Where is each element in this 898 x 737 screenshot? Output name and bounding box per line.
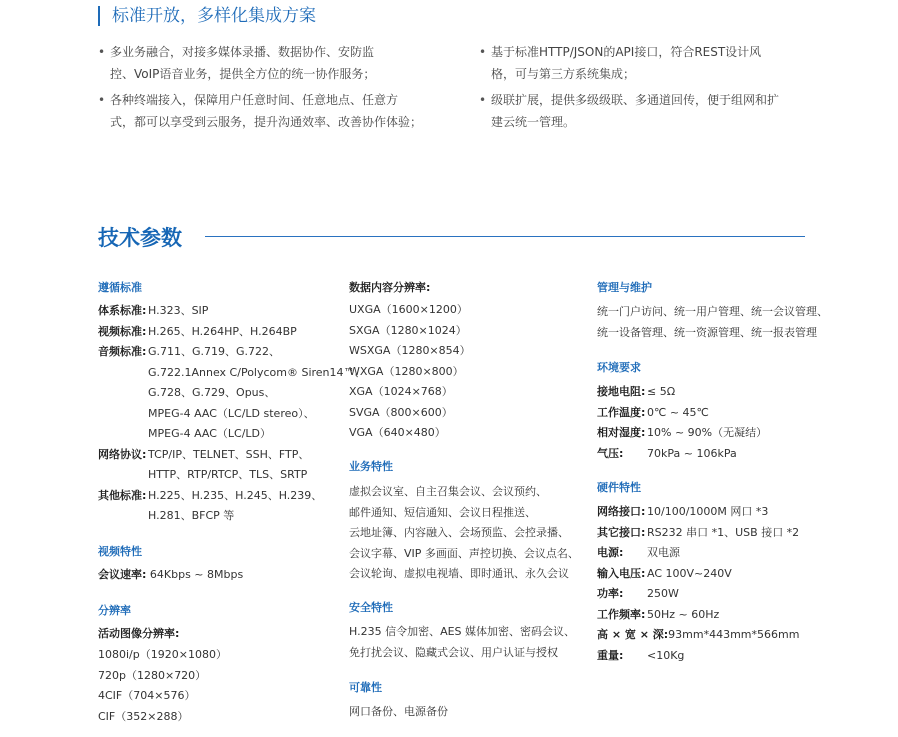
row-value: H.281、BFCP 等 (148, 509, 235, 522)
col2-heading-data-res: 数据内容分辨率: (349, 281, 431, 294)
row-value: WXGA（1280×800） (349, 364, 464, 378)
row-value: 64Kbps ~ 8Mbps (149, 568, 244, 581)
spec-row (349, 545, 579, 561)
row-value: H.323、SIP (148, 304, 209, 317)
bullet-line: 式，都可以享受到云服务，提升沟通效率、改善协作体验； (110, 115, 423, 129)
row-value: 10% ~ 90%（无凝结） (647, 426, 768, 439)
row-label: 网络接口: (597, 505, 646, 518)
row-value: 720p（1280×720） (98, 668, 207, 682)
row-value: 4CIF（704×576） (98, 689, 196, 702)
spec-row (597, 404, 709, 420)
col1-heading-standards: 遵循标准 (98, 281, 142, 294)
spec-row (349, 644, 558, 660)
row-value: UXGA（1600×1200） (349, 303, 468, 316)
row-value: CIF（352×288） (98, 709, 189, 723)
spec-row (98, 487, 322, 503)
bullet-line: 级联扩展，提供多级级联、多通道回传，便于组网和扩 (491, 93, 780, 107)
spec-row (597, 383, 675, 399)
spec-row (98, 507, 234, 523)
row-value: 10/100/1000M 网口 *3 (647, 505, 769, 518)
spec-row (597, 585, 679, 601)
col3-heading-env: 环境要求 (597, 361, 641, 374)
col2-heading-biz: 业务特性 (349, 460, 393, 473)
row-label: 会议速率: (98, 568, 147, 581)
spec-row (98, 466, 307, 482)
row-value: VGA（640×480） (349, 426, 446, 439)
row-label: 相对湿度: (597, 426, 646, 439)
spec-row (98, 364, 366, 380)
row-label: 网络协议: (98, 447, 147, 461)
row-value: 93mm*443mm*566mm (668, 628, 800, 641)
row-value: G.728、G.729、Opus、 (148, 386, 276, 399)
row-label: 气压: (597, 446, 624, 460)
row-value: H.235 信令加密、AES 媒体加密、密码会议、 (349, 625, 576, 638)
spec-row (349, 301, 468, 317)
bullet-right-2 (479, 89, 821, 133)
row-value: 会议轮询、虚拟电视墙、即时通讯、永久会议 (349, 567, 569, 580)
row-value: SXGA（1280×1024） (349, 323, 467, 337)
row-value: TCP/IP、TELNET、SSH、FTP、 (148, 447, 310, 461)
row-label: 电源: (597, 546, 624, 559)
col2-heading-security: 安全特性 (349, 601, 393, 614)
row-value: RS232 串口 *1、USB 接口 *2 (647, 525, 800, 539)
row-label: 体系标准: (98, 304, 147, 317)
spec-row (98, 446, 309, 462)
bullet-dot: • (98, 93, 106, 107)
bullet-left-1 (98, 41, 440, 85)
spec-row (349, 404, 453, 420)
spec-row (597, 503, 768, 519)
row-value: 0℃ ~ 45℃ (647, 405, 709, 419)
section-divider (205, 236, 805, 237)
row-value: HTTP、RTP/RTCP、TLS、SRTP (148, 468, 308, 481)
spec-row (98, 646, 227, 662)
row-value: 50Hz ~ 60Hz (647, 607, 720, 621)
row-value: 邮件通知、短信通知、会议日程推送、 (349, 505, 536, 519)
col1-rate-row (98, 566, 243, 582)
row-value: WSXGA（1280×854） (349, 344, 471, 357)
col3-heading-mgmt: 管理与维护 (597, 281, 652, 294)
bullet-dot: • (479, 93, 487, 107)
spec-row (597, 544, 680, 560)
row-value: AC 100V~240V (647, 566, 732, 580)
row-label: 重量: (597, 648, 624, 662)
bullet-line: 多业务融合，对接多媒体录播、数据协作、安防监 (110, 45, 375, 59)
row-label: 音频标准: (98, 345, 147, 358)
spec-row (98, 687, 195, 703)
spec-row (98, 425, 271, 441)
bullet-left-2 (98, 89, 440, 133)
row-label: 视频标准: (98, 324, 147, 338)
spec-row (98, 708, 188, 724)
spec-row (349, 363, 464, 379)
spec-row (349, 504, 536, 520)
row-label: 工作温度: (597, 405, 646, 419)
spec-row (349, 383, 453, 399)
spec-row (349, 322, 467, 338)
bullet-dot: • (479, 45, 487, 59)
spec-row (98, 405, 315, 421)
spec-row (597, 626, 799, 642)
spec-row (597, 647, 684, 663)
spec-row (597, 303, 828, 319)
row-value: 网口备份、电源备份 (349, 705, 448, 718)
row-value: 统一门户访问、统一用户管理、统一会议管理、 (597, 305, 828, 318)
row-value: 免打扰会议、隐藏式会议、用户认证与授权 (349, 645, 558, 659)
row-label: 其他标准: (98, 488, 147, 502)
row-value: XGA（1024×768） (349, 385, 453, 398)
row-value: H.265、H.264HP、H.264BP (148, 324, 297, 338)
spec-row (597, 565, 732, 581)
bullet-line: 各种终端接入，保障用户任意时间、任意地点、任意方 (110, 93, 399, 107)
spec-row (349, 524, 569, 540)
spec-row (349, 623, 575, 639)
col1-res-label: 活动图像分辨率: (98, 627, 180, 640)
bullet-right-1 (479, 41, 821, 85)
row-value: H.225、H.235、H.245、H.239、 (148, 488, 323, 502)
row-value: ≤ 5Ω (647, 385, 676, 398)
row-value: 虚拟会议室、自主召集会议、会议预约、 (349, 485, 547, 498)
bullet-line: 基于标准HTTP/JSON的API接口，符合REST设计风 (491, 45, 762, 59)
spec-row (98, 667, 206, 683)
spec-row (349, 703, 448, 719)
bullet-line: 控、VoIP语音业务，提供全方位的统一协作服务； (110, 67, 376, 81)
spec-row (349, 342, 471, 358)
spec-row (98, 323, 297, 339)
row-value: <10Kg (647, 648, 685, 662)
spec-row (98, 302, 208, 318)
row-value: 统一设备管理、统一资源管理、统一报表管理 (597, 325, 817, 339)
row-value: 250W (647, 587, 679, 600)
row-value: G.722.1Annex C/Polycom® Siren14™、 (148, 365, 366, 379)
spec-row (597, 445, 737, 461)
row-value: 会议字幕、VIP 多画面、声控切换、会议点名、 (349, 546, 579, 560)
bullet-line: 格，可与第三方系统集成； (491, 67, 636, 81)
row-value: 70kPa ~ 106kPa (647, 446, 737, 460)
col2-heading-reliability: 可靠性 (349, 681, 382, 694)
spec-row (349, 565, 569, 581)
bullet-line: 建云统一管理。 (491, 115, 576, 129)
col1-heading-resolution: 分辨率 (98, 604, 131, 617)
spec-row (98, 343, 280, 359)
spec-row (349, 483, 547, 499)
spec-row (597, 424, 767, 440)
col1-heading-video: 视频特性 (98, 545, 142, 558)
row-value: 云地址簿、内容融入、会场预监、会控录播、 (349, 526, 569, 539)
row-label: 其它接口: (597, 525, 646, 539)
row-label: 接地电阻: (597, 385, 646, 398)
row-label: 高 × 宽 × 深: (597, 628, 669, 641)
row-value: SVGA（800×600） (349, 405, 453, 419)
top-title: 标准开放，多样化集成方案 (98, 6, 316, 26)
col3-heading-hw: 硬件特性 (597, 481, 641, 494)
spec-row (349, 424, 446, 440)
spec-row (597, 524, 799, 540)
row-value: 1080i/p（1920×1080） (98, 648, 227, 661)
row-label: 功率: (597, 587, 624, 600)
spec-row (98, 384, 275, 400)
row-value: G.711、G.719、G.722、 (148, 345, 281, 358)
row-value: MPEG-4 AAC（LC/LD） (148, 427, 272, 440)
bullet-dot: • (98, 45, 106, 59)
spec-row (597, 606, 719, 622)
row-label: 输入电压: (597, 566, 646, 580)
row-value: MPEG-4 AAC（LC/LD stereo）、 (148, 406, 315, 420)
row-label: 工作频率: (597, 607, 646, 621)
section-title: 技术参数 (98, 226, 182, 250)
row-value: 双电源 (647, 546, 680, 559)
spec-row (597, 324, 817, 340)
